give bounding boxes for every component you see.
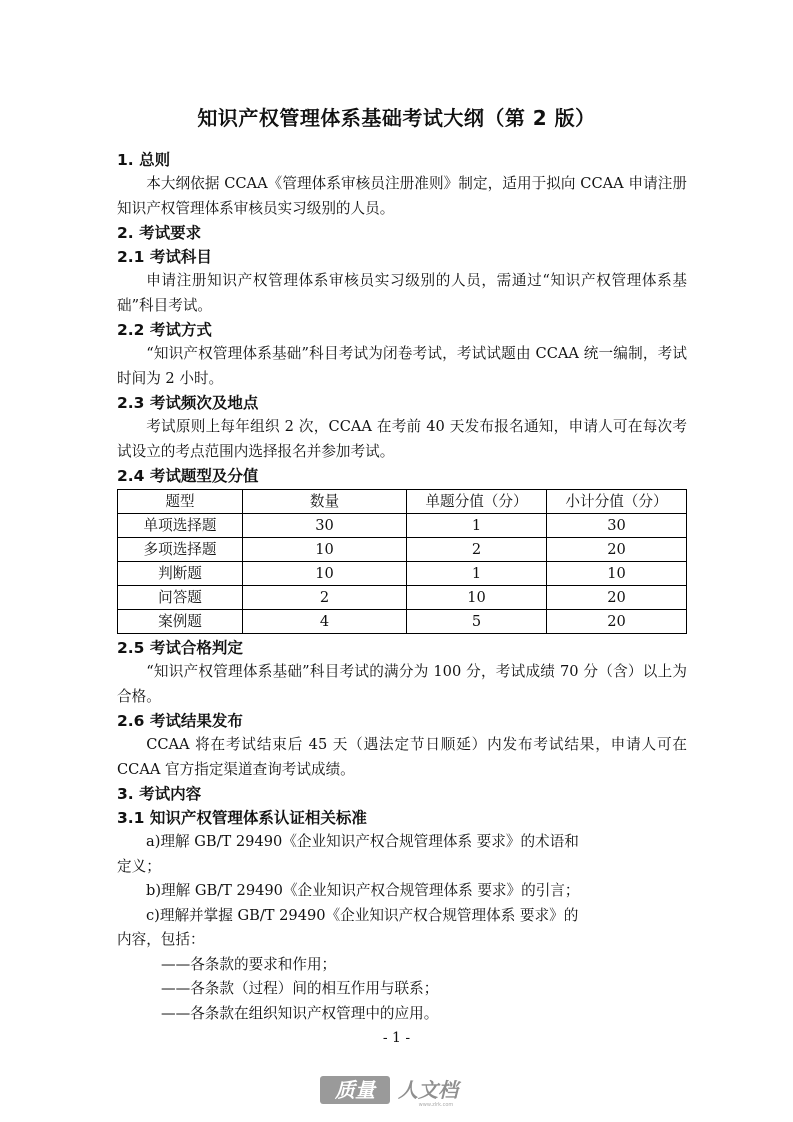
section-2-3-paragraph: 考试原则上每年组织 2 次，CCAA 在考前 40 天发布报名通知，申请人可在每次考试设立的考点范围内选择报名并参加考试。 — [117, 418, 687, 460]
table-header-cell: 小计分值（分） — [547, 490, 687, 514]
section-heading-2-5: 2.5 考试合格判定 — [117, 639, 243, 657]
table-cell: 1 — [407, 514, 547, 538]
watermark-logo — [318, 1072, 468, 1108]
table-cell: 单项选择题 — [118, 514, 243, 538]
table-cell: 2 — [243, 586, 407, 610]
table-row — [118, 586, 687, 610]
table-cell: 20 — [547, 538, 687, 562]
table-cell: 10 — [243, 538, 407, 562]
page-number: - 1 - — [382, 1030, 411, 1046]
list-item-c-continued: 内容，包括： — [117, 931, 205, 948]
section-2-2-paragraph: “知识产权管理体系基础”科目考试为闭卷考试，考试试题由 CCAA 统一编制，考试时间为 2 小时。 — [117, 345, 687, 387]
table-cell: 2 — [407, 538, 547, 562]
watermark-text-part1: 质量 — [335, 1078, 375, 1102]
score-table — [117, 489, 687, 634]
dash-item: ——各条款（过程）间的相互作用与联系； — [161, 980, 439, 997]
watermark-text-part2: 人文档 — [398, 1078, 458, 1102]
section-2-5-paragraph: “知识产权管理体系基础”科目考试的满分为 100 分，考试成绩 70 分（含）以上为合格。 — [117, 663, 687, 705]
table-header-cell: 单题分值（分） — [407, 490, 547, 514]
list-item-c: c)理解并掌握 GB/T 29490《企业知识产权合规管理体系 要求》的 — [146, 906, 579, 924]
table-cell: 判断题 — [118, 562, 243, 586]
table-header-row — [118, 490, 687, 514]
section-heading-1: 1. 总则 — [117, 151, 171, 169]
table-cell: 20 — [547, 610, 687, 634]
table-cell: 10 — [407, 586, 547, 610]
list-item-b: b)理解 GB/T 29490《企业知识产权合规管理体系 要求》的引言； — [146, 882, 580, 899]
table-cell: 30 — [243, 514, 407, 538]
table-header-cell: 数量 — [243, 490, 407, 514]
document-body — [117, 148, 687, 1026]
section-heading-3-1: 3.1 知识产权管理体系认证相关标准 — [117, 809, 367, 827]
table-cell: 多项选择题 — [118, 538, 243, 562]
dash-item: ——各条款在组织知识产权管理中的应用。 — [161, 1004, 439, 1022]
section-heading-2-3: 2.3 考试频次及地点 — [117, 394, 259, 412]
dash-item: ——各条款的要求和作用； — [161, 955, 337, 973]
table-cell: 问答题 — [118, 586, 243, 610]
section-heading-2-6: 2.6 考试结果发布 — [117, 712, 243, 730]
table-cell: 10 — [243, 562, 407, 586]
table-header-cell: 题型 — [118, 490, 243, 514]
table-row — [118, 562, 687, 586]
table-cell: 20 — [547, 586, 687, 610]
section-1-paragraph: 本大纲依据 CCAA《管理体系审核员注册准则》制定，适用于拟向 CCAA 申请注册知识产权管理体系审核员实习级别的人员。 — [117, 175, 687, 217]
section-heading-2: 2. 考试要求 — [117, 224, 202, 242]
section-heading-2-4: 2.4 考试题型及分值 — [117, 467, 259, 485]
table-cell: 1 — [407, 562, 547, 586]
section-heading-2-1: 2.1 考试科目 — [117, 248, 212, 266]
table-cell: 4 — [243, 610, 407, 634]
table-cell: 5 — [407, 610, 547, 634]
list-item-a: a)理解 GB/T 29490《企业知识产权合规管理体系 要求》的术语和 — [146, 833, 579, 850]
table-row — [118, 610, 687, 634]
table-row — [118, 538, 687, 562]
table-row — [118, 514, 687, 538]
list-item-a-continued: 定义； — [117, 857, 161, 875]
table-cell: 30 — [547, 514, 687, 538]
section-2-6-paragraph: CCAA 将在考试结束后 45 天（遇法定节日顺延）内发布考试结果，申请人可在 CCAA 官方指定渠道查询考试成绩。 — [117, 736, 687, 778]
watermark-url: www.zlrk.com — [418, 1102, 454, 1108]
section-2-1-paragraph: 申请注册知识产权管理体系审核员实习级别的人员，需通过“知识产权管理体系基础”科目考试。 — [117, 272, 687, 314]
document-title: 知识产权管理体系基础考试大纲（第 2 版） — [197, 106, 596, 130]
table-cell: 10 — [547, 562, 687, 586]
table-cell: 案例题 — [118, 610, 243, 634]
section-heading-2-2: 2.2 考试方式 — [117, 321, 212, 339]
section-heading-3: 3. 考试内容 — [117, 785, 202, 803]
